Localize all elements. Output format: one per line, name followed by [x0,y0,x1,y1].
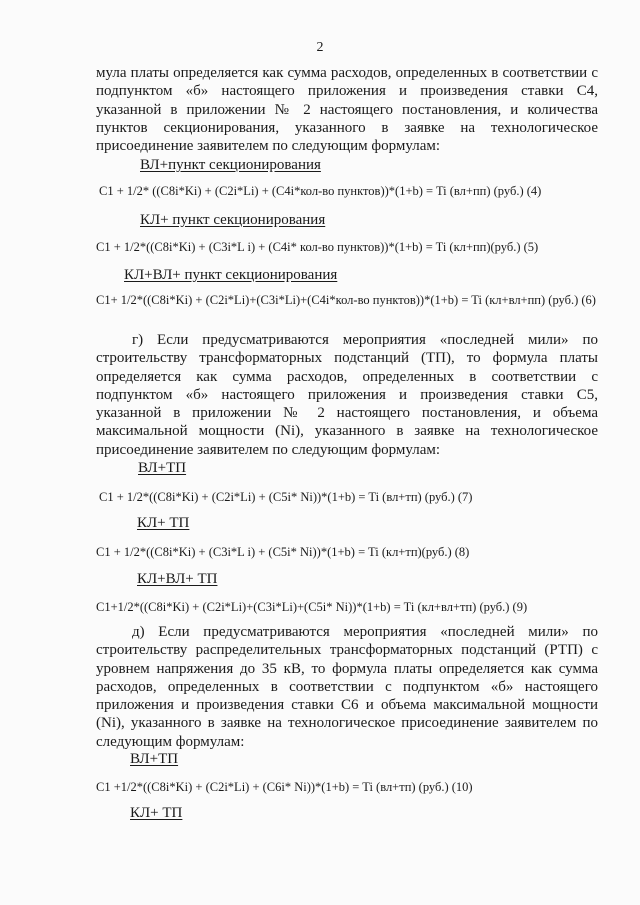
formula-7: C1 + 1/2*((C8i*Ki) + (C2i*Li) + (C5i* Ni))*(1+b) = Ti (вл+тп) (руб.) (7) [99,490,473,504]
heading-kl-vl-section-point: КЛ+ВЛ+ пункт секционирования [124,267,338,283]
formula-9: C1+1/2*((C8i*Ki) + (C2i*Li)+(C3i*Li)+(C5i* Ni))*(1+b) = Ti (кл+вл+тп) (руб.) (9) [96,600,528,614]
formula-4: C1 + 1/2* ((C8i*Ki) + (C2i*Li) + (C4i*кол-во пунктов))*(1+b) = Ti (вл+пп) (руб.) (4) [99,184,542,198]
heading-kl-tp-2: КЛ+ ТП [130,805,183,821]
page-number: 2 [316,40,324,55]
heading-kl-tp: КЛ+ ТП [137,515,190,531]
formula-10: C1 +1/2*((C8i*Ki) + (C2i*Li) + (C6i* Ni))*(1+b) = Ti (вл+тп) (руб.) (10) [96,780,473,794]
formula-8: C1 + 1/2*((C8i*Ki) + (C3i*L i) + (C5i* Ni))*(1+b) = Ti (кл+тп)(руб.) (8) [96,545,470,559]
paragraph-g-tp: г) Если предусматриваются мероприятия «последней мили» по строительству трансформаторных подстанций (ТП), то формула платы определяется как сумма расходов, определенных в соответствии с подпунктом «б» настоящего приложения и произведения ставки C5, указанной в приложении № 2 настоящего постановления, и объема максимальной мощности (Ni), указанного в заявке на технологическое присоединение заявителем по следующим формулам: [96,332,598,458]
heading-kl-section-point: КЛ+ пункт секционирования [140,212,326,228]
formula-6: C1+ 1/2*((C8i*Ki) + (C2i*Li)+(C3i*Li)+(C4i*кол-во пунктов))*(1+b) = Ti (кл+вл+пп) (руб.) (6) [96,293,596,307]
heading-kl-vl-tp: КЛ+ВЛ+ ТП [137,571,218,587]
heading-vl-tp: ВЛ+ТП [138,460,187,476]
heading-vl-section-point: ВЛ+пункт секционирования [140,157,321,173]
paragraph-v-continuation: мула платы определяется как сумма расходов, определенных в соответствии с подпунктом «б» настоящего приложения и произведения ставки C4, указанной в приложении № 2 настоящего постановления, и количества пунктов секционирования, указанного в заявке на технологическое присоединение заявителем по следующим формулам: [96,65,598,155]
formula-5: C1 + 1/2*((C8i*Ki) + (C3i*L i) + (C4i* кол-во пунктов))*(1+b) = Ti (кл+пп)(руб.) (5) [96,240,539,254]
heading-vl-tp-2: ВЛ+ТП [130,751,179,767]
paragraph-d-rtp: д) Если предусматриваются мероприятия «последней мили» по строительству распределительных трансформаторных подстанций (РТП) с уровнем напряжения до 35 кВ, то формула платы определяется как сумма расходов, определенных в соответствии с подпунктом «б» настоящего приложения и произведения ставки C6 и объема максимальной мощности (Ni), указанного в заявке на технологическое присоединение заявителем по следующим формулам: [96,624,598,750]
